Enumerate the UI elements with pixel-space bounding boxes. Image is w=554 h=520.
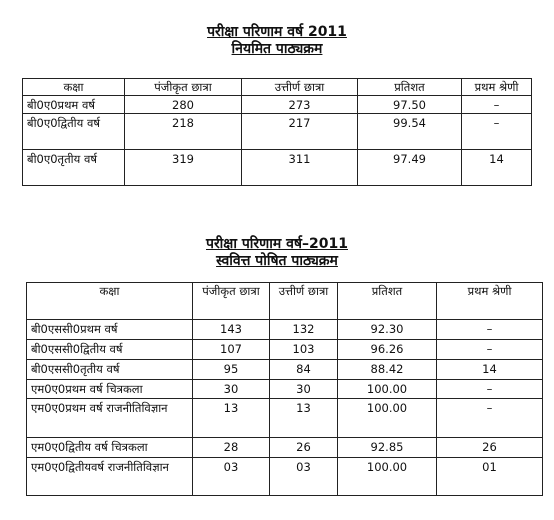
passed-cell: 273 [242, 96, 358, 114]
percentage-cell: 100.00 [338, 458, 437, 496]
registered-cell: 13 [193, 399, 270, 438]
self-financed-course-results-table [26, 282, 543, 496]
class-cell: बी0एससी0द्वितीय वर्ष [27, 340, 193, 360]
column-header-registered: पंजीकृत छात्रा [193, 283, 270, 320]
section1-title: परीक्षा परिणाम वर्ष 2011 [207, 24, 347, 40]
percentage-cell: 99.54 [358, 114, 462, 150]
table-row [23, 96, 532, 114]
first-division-cell: – [437, 399, 543, 438]
passed-cell: 84 [270, 360, 338, 380]
class-cell: एम0ए0प्रथम वर्ष चित्रकला [27, 380, 193, 399]
percentage-cell: 92.30 [338, 320, 437, 340]
table-row [27, 438, 543, 458]
class-cell: बी0ए0द्वितीय वर्ष [23, 114, 125, 150]
table-row [27, 340, 543, 360]
column-header-class: कक्षा [27, 283, 193, 320]
table-row [23, 114, 532, 150]
column-header-registered: पंजीकृत छात्रा [125, 79, 242, 96]
column-header-percentage: प्रतिशत [338, 283, 437, 320]
column-header-passed: उत्तीर्ण छात्रा [270, 283, 338, 320]
registered-cell: 319 [125, 150, 242, 186]
first-division-cell: 01 [437, 458, 543, 496]
column-header-percentage: प्रतिशत [358, 79, 462, 96]
registered-cell: 143 [193, 320, 270, 340]
first-division-cell: – [462, 114, 532, 150]
first-division-cell: – [462, 96, 532, 114]
section2-heading [0, 236, 554, 270]
passed-cell: 311 [242, 150, 358, 186]
class-cell: एम0ए0प्रथम वर्ष राजनीतिविज्ञान [27, 399, 193, 438]
passed-cell: 103 [270, 340, 338, 360]
registered-cell: 218 [125, 114, 242, 150]
passed-cell: 132 [270, 320, 338, 340]
section1-subtitle: नियमित पाठ्यक्रम [231, 41, 323, 57]
section2-title: परीक्षा परिणाम वर्ष–2011 [206, 236, 348, 252]
first-division-cell: – [437, 340, 543, 360]
column-header-class: कक्षा [23, 79, 125, 96]
table-row [27, 320, 543, 340]
registered-cell: 03 [193, 458, 270, 496]
class-cell: एम0ए0द्वितीयवर्ष राजनीतिविज्ञान [27, 458, 193, 496]
passed-cell: 217 [242, 114, 358, 150]
class-cell: बी0ए0प्रथम वर्ष [23, 96, 125, 114]
table-header-row [23, 79, 532, 96]
first-division-cell: – [437, 320, 543, 340]
passed-cell: 26 [270, 438, 338, 458]
column-header-passed: उत्तीर्ण छात्रा [242, 79, 358, 96]
percentage-cell: 92.85 [338, 438, 437, 458]
first-division-cell: 14 [462, 150, 532, 186]
column-header-first-division: प्रथम श्रेणी [462, 79, 532, 96]
table-row [27, 380, 543, 399]
first-division-cell: – [437, 380, 543, 399]
first-division-cell: 26 [437, 438, 543, 458]
registered-cell: 107 [193, 340, 270, 360]
registered-cell: 280 [125, 96, 242, 114]
class-cell: बी0एससी0प्रथम वर्ष [27, 320, 193, 340]
passed-cell: 30 [270, 380, 338, 399]
table-row [27, 458, 543, 496]
registered-cell: 95 [193, 360, 270, 380]
percentage-cell: 97.49 [358, 150, 462, 186]
table-row [27, 360, 543, 380]
section1-heading [0, 24, 554, 58]
table-header-row [27, 283, 543, 320]
table-row [27, 399, 543, 438]
registered-cell: 28 [193, 438, 270, 458]
class-cell: बी0एससी0तृतीय वर्ष [27, 360, 193, 380]
percentage-cell: 97.50 [358, 96, 462, 114]
passed-cell: 03 [270, 458, 338, 496]
class-cell: एम0ए0द्वितीय वर्ष चित्रकला [27, 438, 193, 458]
section2-subtitle: स्ववित्त पोषित पाठ्यक्रम [216, 253, 338, 269]
percentage-cell: 96.26 [338, 340, 437, 360]
passed-cell: 13 [270, 399, 338, 438]
first-division-cell: 14 [437, 360, 543, 380]
column-header-first-division: प्रथम श्रेणी [437, 283, 543, 320]
regular-course-results-table [22, 78, 532, 186]
percentage-cell: 100.00 [338, 399, 437, 438]
table-row [23, 150, 532, 186]
percentage-cell: 88.42 [338, 360, 437, 380]
registered-cell: 30 [193, 380, 270, 399]
percentage-cell: 100.00 [338, 380, 437, 399]
class-cell: बी0ए0तृतीय वर्ष [23, 150, 125, 186]
